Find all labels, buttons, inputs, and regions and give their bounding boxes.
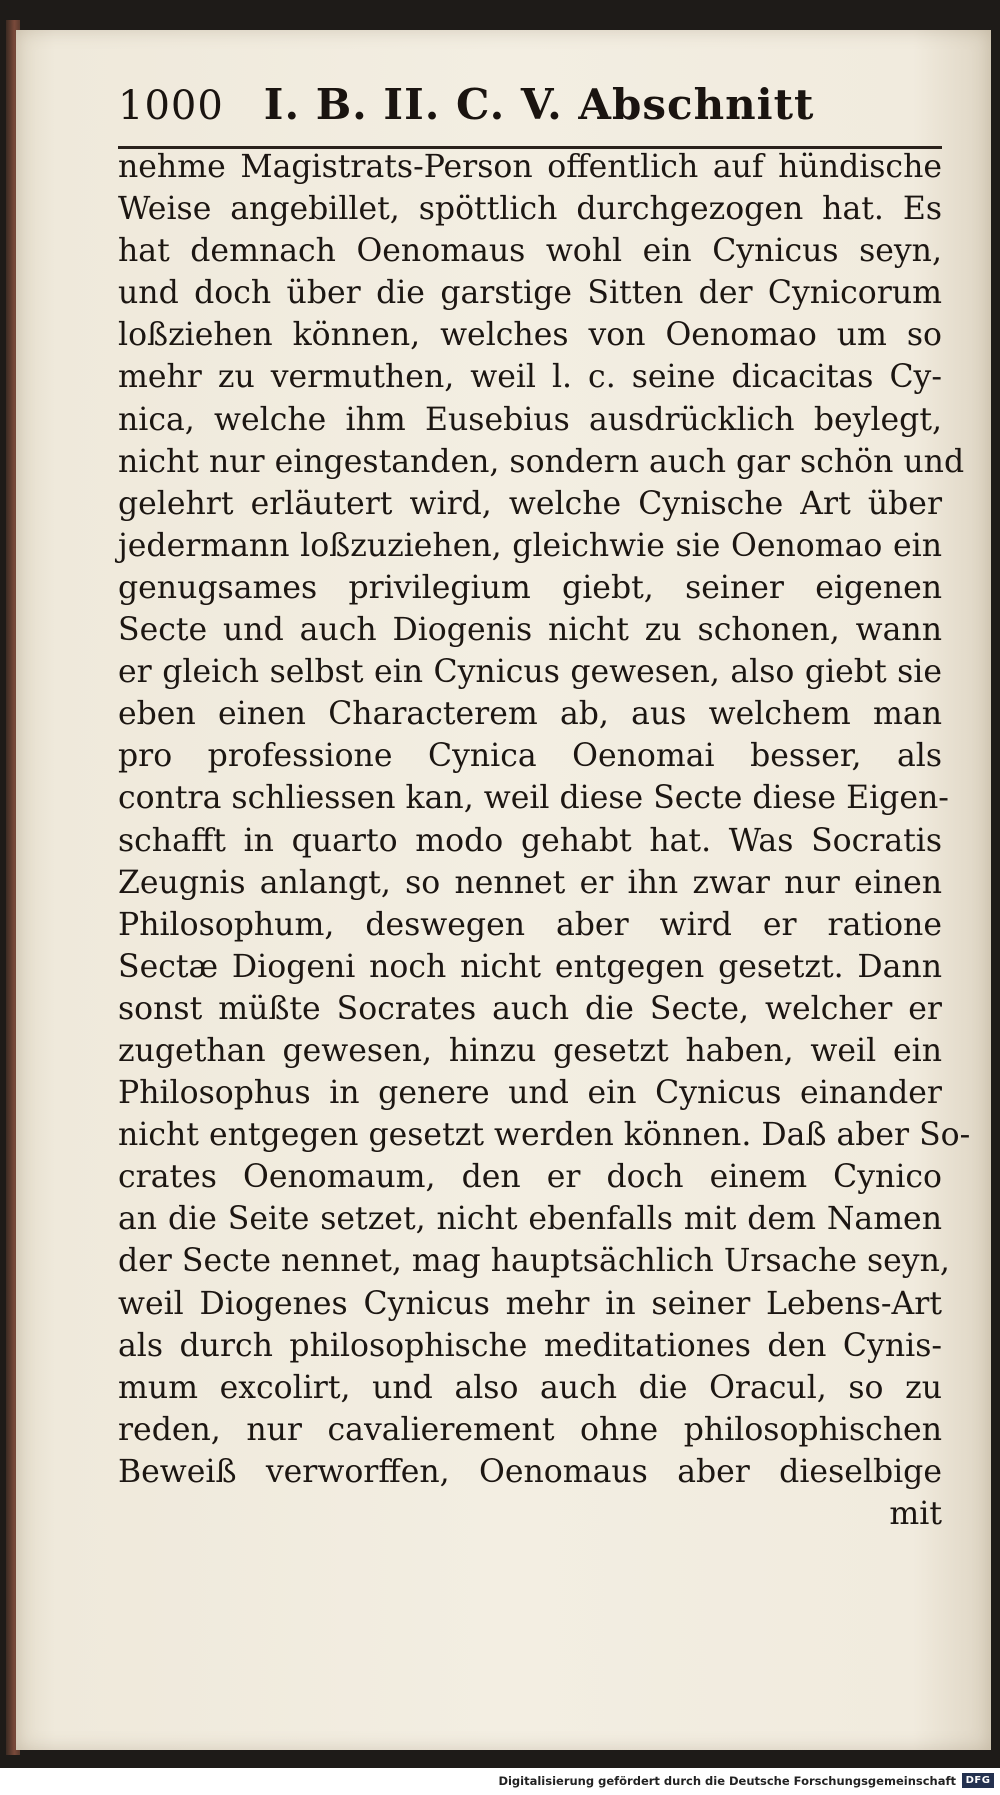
text-line: mum excolirt, und also auch die Oracul, so zu — [118, 1369, 942, 1406]
text-line: als durch philosophische meditationes den Cynis- — [118, 1327, 942, 1364]
text-line: jedermann loßzuziehen, gleichwie sie Oenomao ein — [118, 527, 942, 564]
text-line: und doch über die garstige Sitten der Cynicorum — [118, 275, 942, 312]
text-line: an die Seite setzet, nicht ebenfalls mit dem Namen — [118, 1201, 942, 1238]
text-line: Philosophum, deswegen aber wird er ratione — [118, 906, 942, 943]
text-line: nicht entgegen gesetzt werden können. Daß aber So- — [118, 1117, 971, 1154]
dfg-logo: DFG — [962, 1773, 994, 1788]
text-line: zugethan gewesen, hinzu gesetzt haben, weil ein — [118, 1032, 942, 1069]
page-header — [118, 80, 938, 140]
text-line: er gleich selbst ein Cynicus gewesen, also giebt sie — [118, 654, 942, 691]
text-line: eben einen Characterem ab, aus welchem man — [118, 696, 942, 733]
funding-credit: Digitalisierung gefördert durch die Deutsche Forschungsgemeinschaft — [498, 1774, 956, 1788]
text-line: contra schliessen kan, weil diese Secte diese Eigen- — [118, 780, 949, 817]
running-head: I. B. II. C. V. Abschnitt — [263, 80, 815, 129]
text-line: Secte und auch Diogenis nicht zu schonen, wann — [118, 612, 942, 649]
text-line: nica, welche ihm Eusebius ausdrücklich beylegt, — [118, 401, 942, 438]
text-line: gelehrt erläutert wird, welche Cynische Art über — [118, 485, 942, 522]
body-text — [118, 146, 971, 1535]
text-line: nehme Magistrats-Person offentlich auf hündische — [118, 149, 942, 185]
text-line: mehr zu vermuthen, weil l. c. seine dicacitas Cy- — [118, 359, 942, 396]
text-line: Weise angebillet, spöttlich durchgezogen hat. Es — [118, 191, 942, 228]
page-number: 1000 — [118, 83, 224, 129]
text-line: genugsames privilegium giebt, seiner eigenen — [118, 569, 942, 606]
footer-bar — [0, 1768, 1000, 1795]
text-line: Philosophus in genere und ein Cynicus einander — [118, 1075, 942, 1112]
text-line: crates Oenomaum, den er doch einem Cynico — [118, 1159, 942, 1196]
text-line: schafft in quarto modo gehabt hat. Was Socratis — [118, 822, 942, 859]
text-line: der Secte nennet, mag hauptsächlich Ursache seyn, — [118, 1243, 950, 1280]
text-line: weil Diogenes Cynicus mehr in seiner Lebens-Art — [118, 1285, 942, 1322]
text-line: loßziehen können, welches von Oenomao um so — [118, 317, 942, 354]
text-line: hat demnach Oenomaus wohl ein Cynicus seyn, — [118, 233, 942, 270]
text-line: reden, nur cavalierement ohne philosophischen — [118, 1411, 942, 1448]
text-line: nicht nur eingestanden, sondern auch gar schön und — [118, 443, 965, 480]
text-line: Sectæ Diogeni noch nicht entgegen gesetzt. Dann — [118, 948, 942, 985]
text-line: sonst müßte Socrates auch die Secte, welcher er — [118, 990, 942, 1027]
text-line: Beweiß verworffen, Oenomaus aber dieselbige — [118, 1453, 942, 1490]
text-line: pro professione Cynica Oenomai besser, als — [118, 738, 942, 775]
catchword: mit — [889, 1496, 942, 1532]
text-line: Zeugnis anlangt, so nennet er ihn zwar nur einen — [118, 864, 942, 901]
